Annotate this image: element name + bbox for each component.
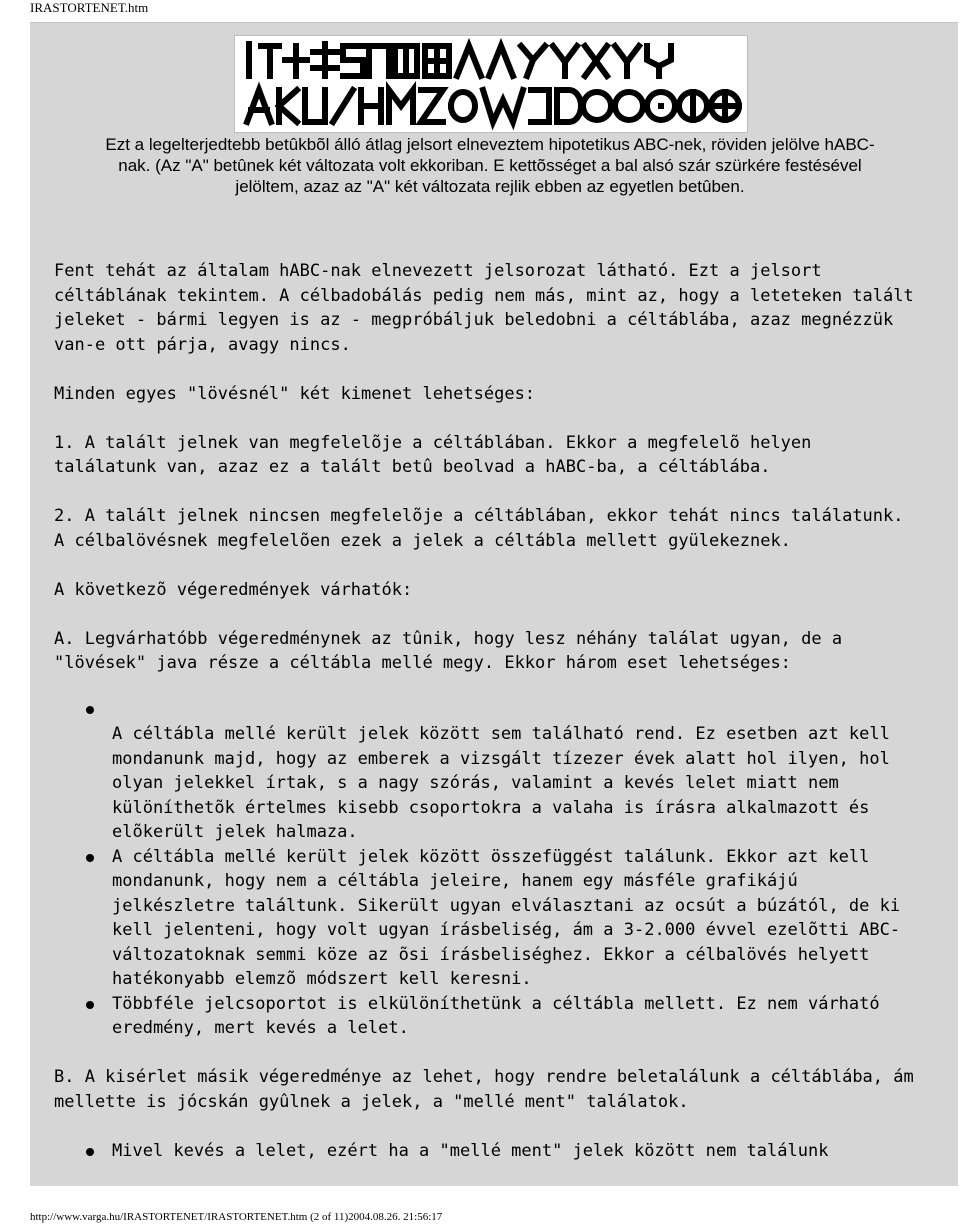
paragraph-outcome-two: 2. A talált jelnek nincsen megfelelõje a céltáblában, ekkor tehát nincs találatunk. A célbalövésnek megfelelõen ezek a jelek a céltábla mellett gyülekeznek. (54, 506, 904, 551)
article-body (54, 259, 914, 1186)
list-item (54, 698, 914, 845)
bullet-icon (86, 706, 94, 714)
bullet-icon (86, 1001, 94, 1009)
figure-caption: Ezt a legelterjedtebb betûkbõl álló átlag jelsort elneveztem hipotetikus ABC-nek, röviden jelölve hABC-nak. (Az "A" betûnek két változata volt ekkoriban. E kettõsséget a bal alsó szár szürkére festésével jelöltem, azaz az "A" két változata rejlik ebben az egyetlen betûben. (105, 135, 875, 196)
paragraph-outcome-one: 1. A talált jelnek van megfelelõje a céltáblában. Ekkor a megfelelõ helyen találatunk van, azaz ez a talált betû beolvad a hABC-ba, a céltáblába. (54, 432, 812, 477)
paragraph-result-a: A. Legvárhatóbb végeredménynek az tûnik, hogy lesz néhány találat ugyan, de a "lövések" java része a céltábla mellé megy. Ekkor három eset lehetséges: (54, 628, 843, 673)
paragraph-outcomes: Minden egyes "lövésnél" két kimenet lehetséges: (54, 383, 536, 404)
paragraph-result-b: B. A kisérlet másik végeredménye az lehet, hogy rendre beletalálunk a céltáblába, ám mellette is jócskán gyûlnek a jelek, a "mellé ment" találatok. (54, 1067, 914, 1112)
bullet-icon (86, 1148, 94, 1156)
list-item-text: Többféle jelcsoportot is elkülöníthetünk a céltábla mellett. Ez nem várható eredmény, mert kevés a lelet. (112, 993, 880, 1038)
habc-glyph-chart (234, 35, 748, 133)
list-item-text: Mivel kevés a lelet, ezért ha a "mellé ment" jelek között nem találunk (112, 1140, 829, 1161)
print-footer-url: http://www.varga.hu/IRASTORTENET/IRASTORTENET.htm (2 of 11)2004.08.26. 21:56:17 (30, 1211, 443, 1223)
list-item (54, 1139, 914, 1164)
result-a-cases-list (54, 698, 914, 1041)
paragraph-intro: Fent tehát az általam hABC-nak elnevezett jelsorozat látható. Ezt a jelsort céltáblának tekintem. A célbadobálás pedig nem más, mint az, hogy a leteteken talált jeleket - bármi legyen is az - megpróbáljuk beledobni a céltáblába, azaz megnézzük van-e ott párja, avagy nincs. (54, 261, 914, 355)
paragraph-expected-results: A következõ végeredmények várhatók: (54, 579, 413, 600)
result-b-cases-list (54, 1139, 914, 1164)
list-item (54, 992, 914, 1041)
list-item-text: A céltábla mellé került jelek között sem található rend. Ez esetben azt kell mondanunk majd, hogy az emberek a vizsgált tízezer évek alatt hol ilyen, hol olyan jelekkel írtak, s a nagy szórás, valamint a kevés lelet miatt nem különíthetõk értelmes kisebb csoportokra a valaha is írásra alkalmazott és elõkerült jelek halmaza. (112, 724, 890, 842)
rune-glyphs-image (235, 36, 747, 132)
content-panel (30, 22, 958, 1186)
print-header-title: IRASTORTENET.htm (30, 0, 149, 15)
bullet-icon (86, 854, 94, 862)
list-item (54, 845, 914, 992)
list-item-text: A céltábla mellé került jelek között összefüggést találunk. Ekkor azt kell mondanunk, hogy nem a céltábla jeleire, hanem egy másféle grafikájú jelkészletre találtunk. Sikerült ugyan elválasztani az ocsút a búzától, de ki kell jelenteni, hogy volt ugyan írásbeliség, ám a 3-2.000 évvel ezelõtti ABC-változatoknak semmi köze az õsi írásbeliséghez. Ekkor a célbalövés helyett hatékonyabb elemzõ módszert kell keresni. (112, 846, 901, 989)
